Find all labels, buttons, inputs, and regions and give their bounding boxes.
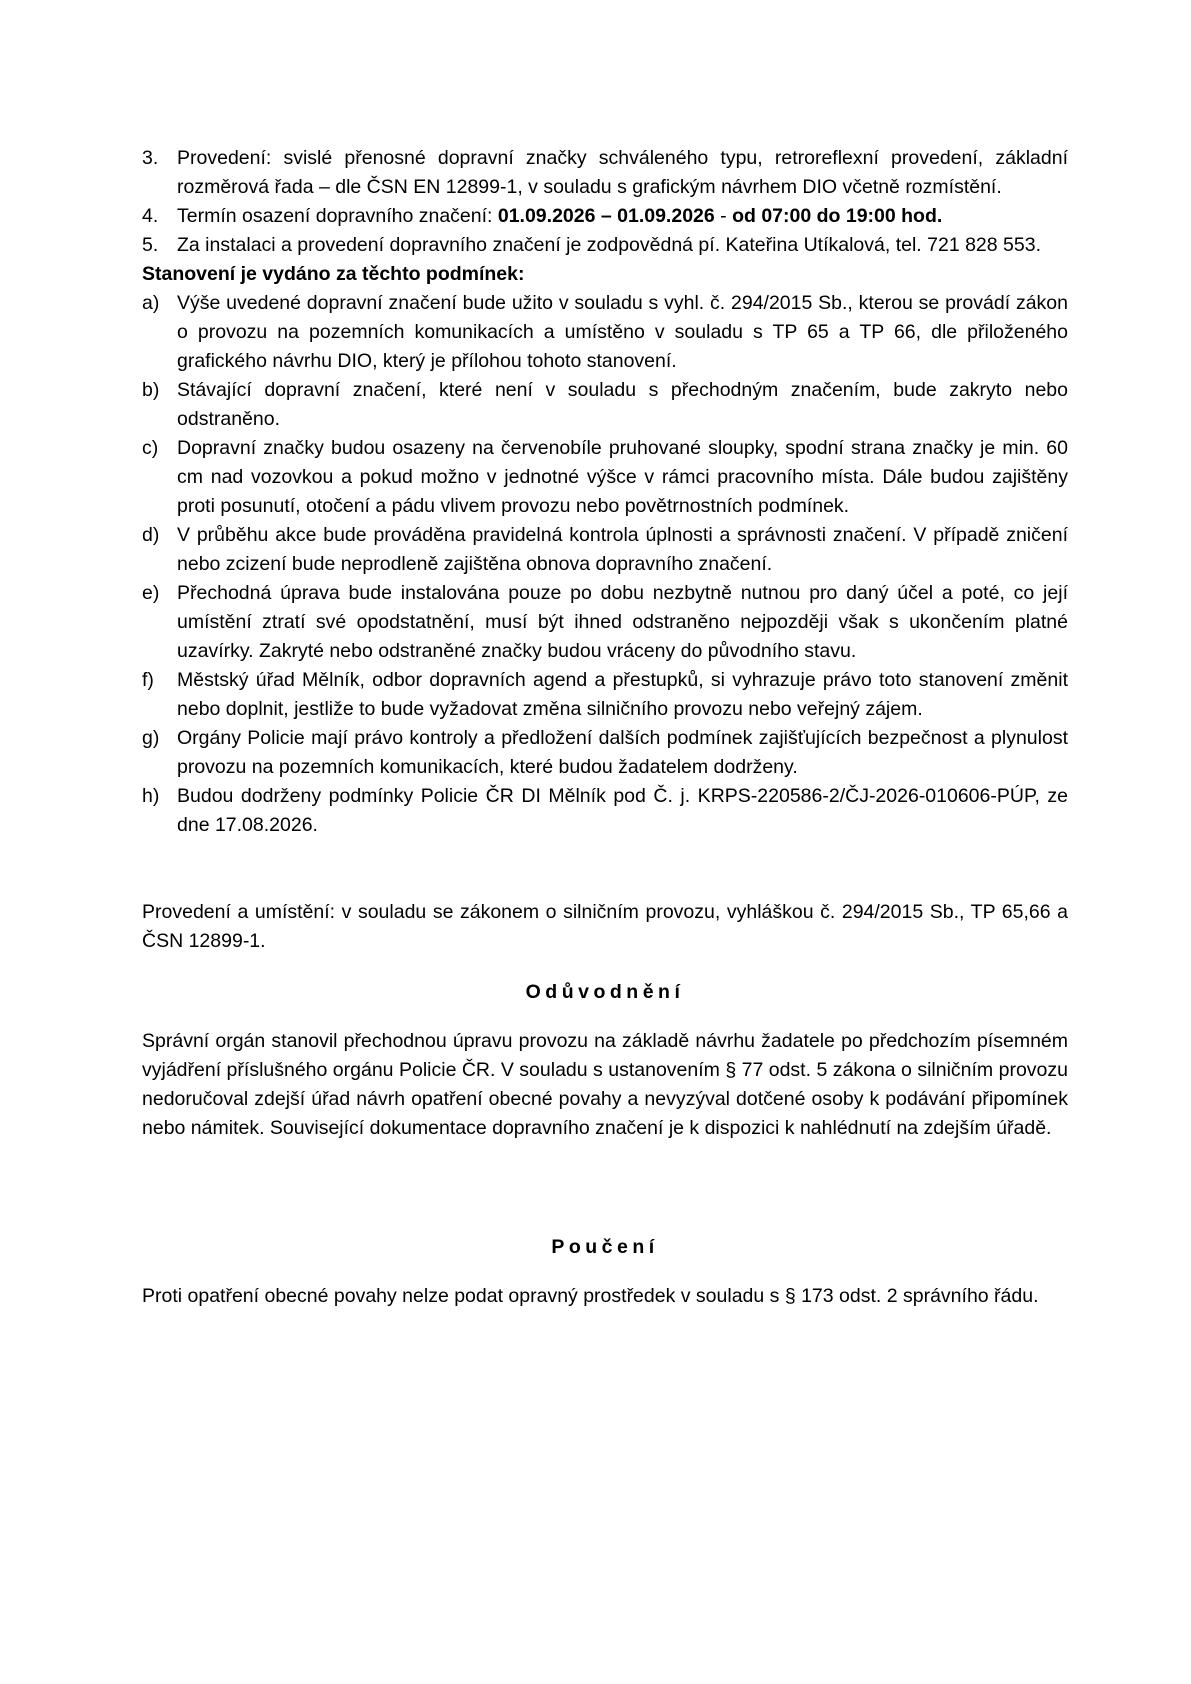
condition-item (142, 289, 1068, 376)
condition-text: Přechodná úprava bude instalována pouze po dobu nezbytně nutnou pro daný účel a poté, co její umístění ztratí své opodstatnění, musí být ihned odstraněno nejpozději však s ukončením platné uzavírky. Zakryté nebo odstraněné značky budou vráceny do původního stavu. (177, 582, 1068, 662)
list-item-text (177, 202, 1068, 231)
list-marker: 4. (142, 205, 159, 227)
execution-paragraph: Provedení a umístění: v souladu se zákonem o silničním provozu, vyhláškou č. 294/2015 Sb., TP 65,66 a ČSN 12899-1. (142, 901, 1068, 952)
condition-marker: e) (142, 582, 160, 604)
instruction-title: Poučení (551, 1236, 659, 1258)
condition-marker: g) (142, 727, 160, 749)
term-label: Termín osazení dopravního značení: (177, 205, 498, 227)
list-item (142, 202, 1068, 231)
condition-text: Budou dodrženy podmínky Policie ČR DI Mělník pod Č. j. KRPS-220586-2/ČJ-2026-010606-PÚP, ze dne 17.08.2026. (177, 785, 1068, 836)
justification-text: Správní orgán stanovil přechodnou úpravu provozu na základě návrhu žadatele po předchozím písemném vyjádření příslušného orgánu Policie ČR. V souladu s ustanovením § 77 odst. 5 zákona o silničním provozu nedoručoval zdejší úřad návrh opatření obecné povahy a nevyzýval dotčené osoby k podávání připomínek nebo námitek. Související dokumentace dopravního značení je k dispozici k nahlédnutí na zdejším úřadě. (142, 1030, 1068, 1139)
term-hours: od 07:00 do 19:00 hod. (732, 205, 943, 227)
list-item-text: Za instalaci a provedení dopravního značení je zodpovědná pí. Kateřina Utíkalová, tel. 721 828 553. (177, 234, 1041, 256)
spacer (142, 1007, 1068, 1027)
condition-item (142, 521, 1068, 579)
condition-item (142, 724, 1068, 782)
condition-text: Orgány Policie mají právo kontroly a předložení dalších podmínek zajišťujících bezpečnost a plynulost provozu na pozemních komunikacích, které budou žadatelem dodrženy. (177, 727, 1068, 778)
condition-text: Městský úřad Mělník, odbor dopravních agend a přestupků, si vyhrazuje právo toto stanovení změnit nebo doplnit, jestliže to bude vyžadovat změna silničního provozu nebo veřejný zájem. (177, 669, 1068, 720)
list-item-text: Provedení: svislé přenosné dopravní značky schváleného typu, retroreflexní provedení, základní rozměrová řada – dle ČSN EN 12899-1, v souladu s grafickým návrhem DIO včetně rozmístění. (177, 147, 1068, 198)
condition-marker: h) (142, 785, 160, 807)
condition-text: Výše uvedené dopravní značení bude užito v souladu s vyhl. č. 294/2015 Sb., kterou se provádí zákon o provozu na pozemních komunikacích a umístěno v souladu s TP 65 a TP 66, dle přiloženého grafického návrhu DIO, který je přílohou tohoto stanovení. (177, 292, 1068, 372)
instruction-text: Proti opatření obecné povahy nelze podat opravný prostředek v souladu s § 173 odst. 2 správního řádu. (142, 1285, 1039, 1307)
condition-marker: c) (142, 437, 159, 459)
term-separator: - (714, 205, 733, 227)
list-item (142, 144, 1068, 202)
list-marker: 3. (142, 147, 159, 169)
spacer (142, 840, 1068, 898)
condition-marker: d) (142, 524, 160, 546)
numbered-list (142, 144, 1068, 260)
condition-item (142, 376, 1068, 434)
condition-marker: f) (142, 669, 154, 691)
condition-text: Stávající dopravní značení, které není v souladu s přechodným značením, bude zakryto nebo odstraněno. (177, 379, 1068, 430)
spacer (142, 956, 1068, 978)
spacer (142, 1262, 1068, 1282)
condition-item (142, 666, 1068, 724)
conditions-heading: Stanovení je vydáno za těchto podmínek: (142, 263, 525, 285)
justification-title: Odůvodnění (525, 981, 685, 1003)
list-item (142, 231, 1068, 260)
condition-marker: b) (142, 379, 160, 401)
condition-item (142, 782, 1068, 840)
condition-item (142, 434, 1068, 521)
spacer (142, 1143, 1068, 1233)
conditions-list (142, 289, 1068, 840)
list-marker: 5. (142, 234, 159, 256)
condition-text: Dopravní značky budou osazeny na červenobíle pruhované sloupky, spodní strana značky je min. 60 cm nad vozovkou a pokud možno v jednotné výšce v rámci pracovního místa. Dále budou zajištěny proti posunutí, otočení a pádu vlivem provozu nebo povětrnostních podmínek. (177, 437, 1068, 517)
term-dates: 01.09.2026 – 01.09.2026 (497, 205, 715, 227)
condition-text: V průběhu akce bude prováděna pravidelná kontrola úplnosti a správnosti značení. V případě zničení nebo zcizení bude neprodleně zajištěna obnova dopravního značení. (177, 524, 1068, 575)
condition-marker: a) (142, 292, 160, 314)
condition-item (142, 579, 1068, 666)
